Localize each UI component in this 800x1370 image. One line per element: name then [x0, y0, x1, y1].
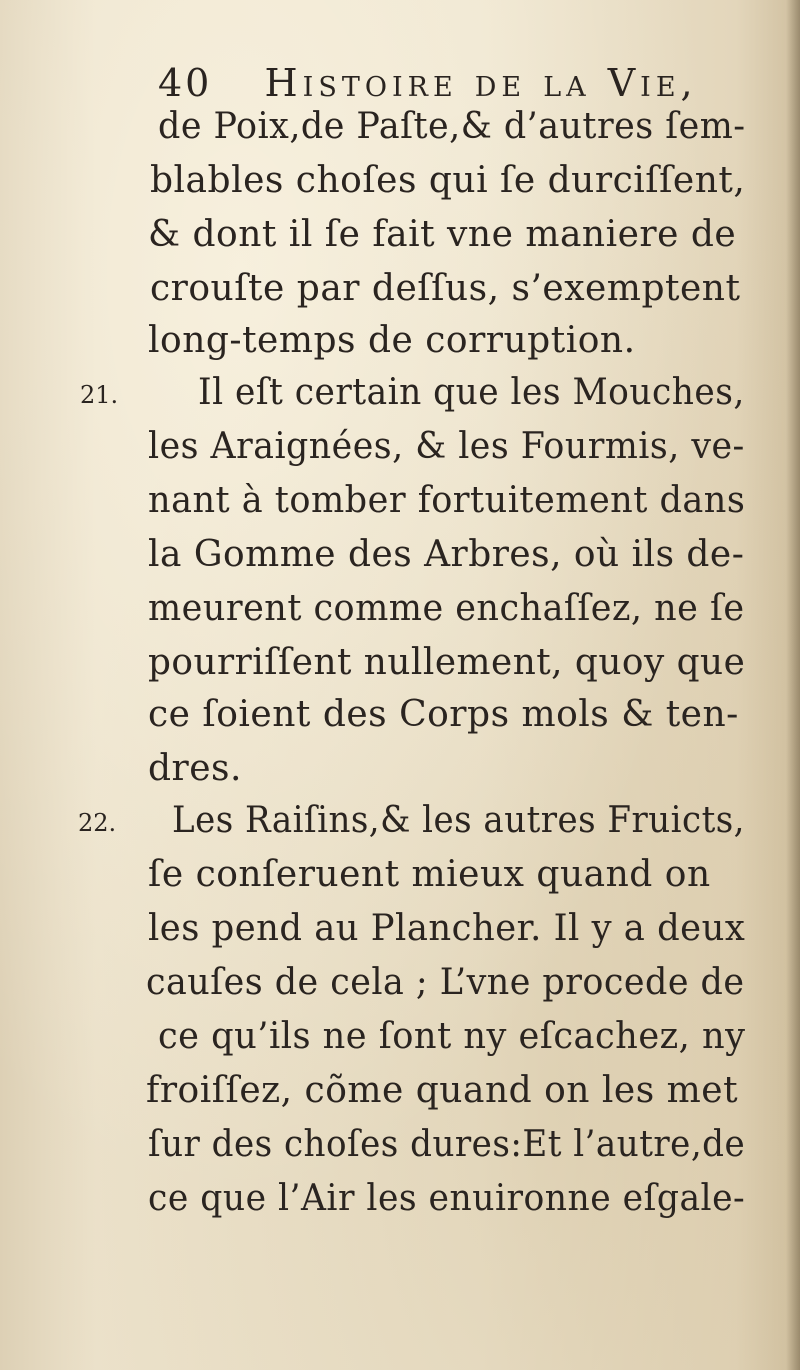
text-line: cauſes de cela ; L’vne procede de — [146, 962, 745, 1003]
text-line: Les Raiſins,& les autres Fruicts, — [172, 800, 745, 841]
margin-number: 22. — [78, 809, 117, 837]
text-line: ce que l’Air les enuironne eſgale- — [148, 1178, 746, 1219]
text-line: les pend au Plancher. Il y a deux — [148, 908, 746, 949]
text-line: ce ſoient des Corps mols & ten- — [148, 694, 739, 735]
text-line: pourriſſent nullement, quoy que — [148, 642, 746, 683]
text-line: crouſte par deſſus, s’exemptent — [150, 268, 741, 309]
text-line: de Poix,de Paſte,& d’autres ſem- — [158, 106, 746, 147]
text-line: nant à tomber fortuitement dans — [148, 480, 746, 521]
text-line: meurent comme enchaſſez, ne ſe — [148, 588, 745, 629]
text-line: ce qu’ils ne ſont ny eſcachez, ny — [158, 1016, 746, 1057]
text-line: les Araignées, & les Fourmis, ve- — [148, 426, 745, 467]
text-line: ſur des choſes dures:Et l’autre,de — [148, 1124, 746, 1165]
text-line: & dont il ſe fait vne maniere de — [148, 214, 737, 255]
page-number: 40 — [158, 61, 213, 105]
text-line: la Gomme des Arbres, où ils de- — [148, 534, 745, 575]
text-line: froiſſez, cõme quand on les met — [146, 1070, 739, 1111]
running-head — [158, 58, 738, 108]
text-line: dres. — [148, 748, 242, 789]
text-line: blables choſes qui ſe durciſſent, — [150, 160, 746, 201]
running-title: Histoire de la Vie, — [264, 61, 698, 105]
text-line: ſe conſeruent mieux quand on — [148, 854, 711, 895]
page-edge-shadow — [786, 0, 800, 1370]
text-line: long-temps de corruption. — [148, 320, 636, 361]
margin-number: 21. — [80, 381, 119, 409]
text-line: Il eſt certain que les Mouches, — [198, 372, 745, 413]
